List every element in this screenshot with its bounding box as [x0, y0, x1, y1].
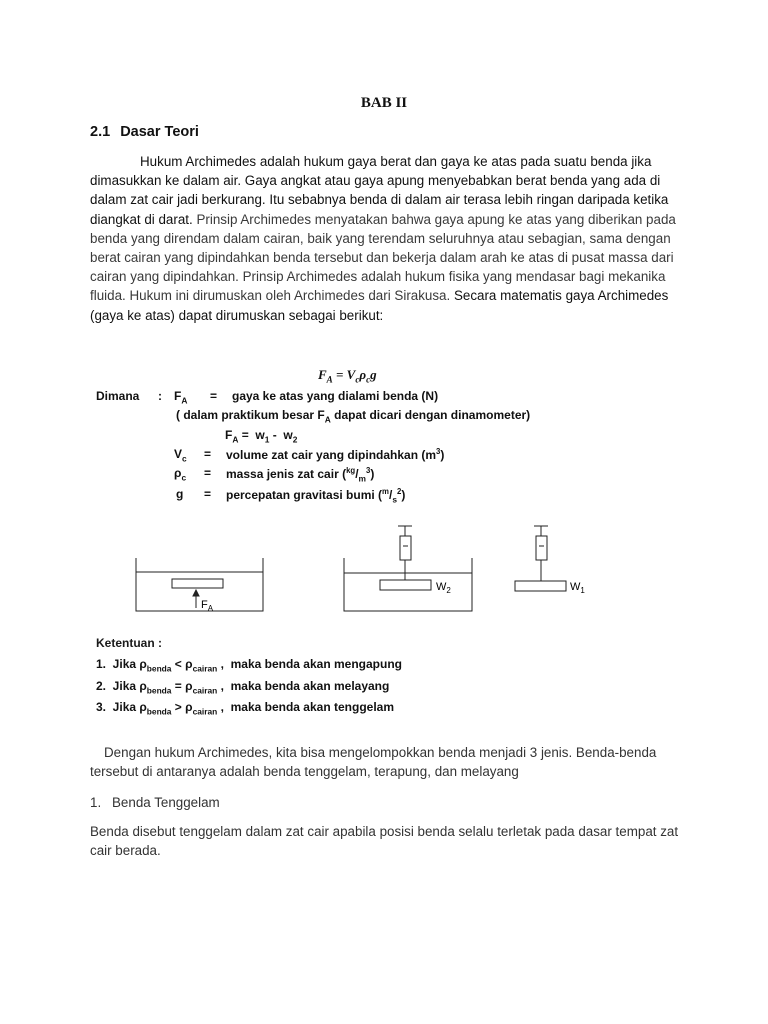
formula-desc-g: percepatan gravitasi bumi $(^m/_s^2)$: [226, 487, 406, 505]
paragraph-intro-part1: Hukum Archimedes adalah hukum gaya berat dan gaya ke atas pada suatu benda jika dimasukkan ke dalam air. Gaya angkat atau gaya apung menyebabkan berat benda yang ada di dalam zat cair jadi berkurang. Itu sebabnya benda di dalam air terasa lebih ringan daripada ketika diangkat di darat.: [90, 154, 669, 227]
spring-scale-3: [536, 536, 547, 560]
formula-note: ( dalam praktikum besar $F_A$ dapat dicari dengan dinamometer): [176, 408, 531, 425]
ketentuan-item-1: 1. Jika $\rho_{benda} < \rho_{cairan}$ , maka benda akan mengapung: [96, 657, 402, 674]
label-fa: $F_A$: [201, 599, 214, 613]
section-heading: [90, 124, 199, 140]
formula-main: $F_A = V_c\rho_cg$: [318, 367, 377, 385]
ketentuan-title: Ketentuan :: [96, 636, 162, 650]
ketentuan-item-2: 2. Jika $\rho_{benda} = \rho_{cairan}$ , maka benda akan melayang: [96, 679, 390, 696]
formula-row-g: g = percepatan gravitasi bumi $(^m/_s^2)$: [176, 487, 406, 505]
paragraph-intro-part3: Secara matematis gaya Archimedes (gaya ke atas) dapat dirumuskan sebagai berikut:: [90, 288, 669, 323]
paragraph-tenggelam: Benda disebut tenggelam dalam zat cair apabila posisi benda selalu terletak pada dasar tempat zat cair berada.: [90, 824, 679, 859]
formula-symbol-rho: $\rho_c$: [174, 466, 187, 483]
paragraph-intro: [90, 152, 680, 325]
formula-symbol-g: g: [176, 487, 184, 501]
paragraph-intro-part2: Prinsip Archimedes menyatakan bahwa gaya apung ke atas yang diberikan pada benda yang direndam dalam cairan, baik yang terendam seluruhnya atau sebagian, sama dengan berat cairan yang dipindahkan benda tersebut dan bekerja dalam arah ke atas di pusat massa dari cairan yang dipindahkan. Prinsip Archimedes adalah hukum fisika yang mendasar bagi mekanika fluida. Hukum ini dirumuskan oleh Archimedes dari Sirakusa.: [90, 211, 676, 304]
paragraph-classification: Dengan hukum Archimedes, kita bisa mengelompokkan benda menjadi 3 jenis. Benda-benda tersebut di antaranya adalah benda tenggelam, terapung, dan melayang: [90, 745, 657, 780]
formula-desc-vc: volume zat cair yang dipindahkan $(m^3)$: [226, 447, 445, 462]
formula-row-fa: Dimana : $F_A$ = gaya ke atas yang dialami benda (N): [96, 389, 439, 406]
chapter-title: BAB II: [360, 95, 408, 111]
label-w2: $W_2$: [436, 581, 451, 595]
formula-symbol-fa: $F_A$: [174, 389, 188, 406]
section-title: Dasar Teori: [120, 124, 199, 140]
ketentuan-item-3: 3. Jika $\rho_{benda} > \rho_{cairan}$ , maka benda akan tenggelam: [96, 700, 394, 717]
section-number: 2.1: [90, 124, 111, 140]
spring-scale-2: [400, 536, 411, 560]
force-arrow-head: [193, 590, 199, 596]
formula-symbol-vc: $V_c$: [174, 447, 187, 464]
archimedes-diagram: [0, 520, 768, 625]
formula-expr: $F_A = w_1 - w_2$: [225, 428, 298, 445]
formula-row-vc: $V_c$ = volume zat cair yang dipindahkan $(m^3)$: [174, 447, 445, 464]
object-1: [172, 579, 223, 588]
object-3: [515, 581, 566, 591]
container-2: [344, 558, 472, 611]
label-w1: $W_1$: [570, 581, 585, 595]
container-1: [136, 558, 263, 611]
list-item-benda-tenggelam: 1. Benda Tenggelam: [90, 795, 220, 810]
formula-desc-rho: massa jenis zat cair $(^{kg}/_m^3)$: [226, 466, 375, 484]
object-2: [380, 580, 431, 590]
dimana-label: Dimana: [96, 389, 140, 403]
formula-row-rho: $\rho_c$ = massa jenis zat cair $(^{kg}/_m^3)$: [174, 466, 375, 484]
formula-desc-fa: gaya ke atas yang dialami benda (N): [232, 389, 439, 403]
